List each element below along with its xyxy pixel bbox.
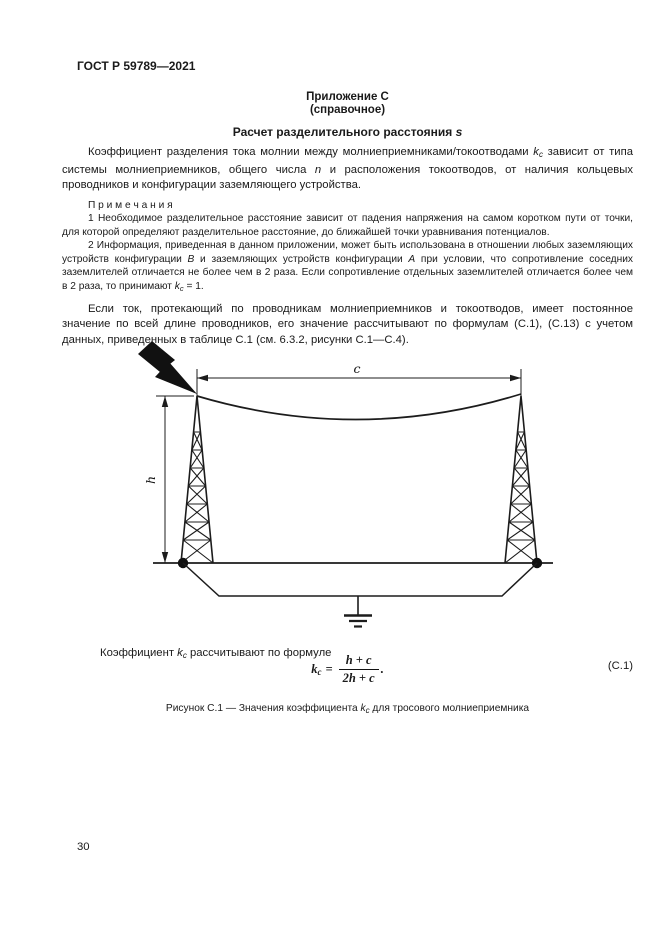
note-1: 1 Необходимое разделительное расстояние зависит от падения напряжения на самом коротком пути от точки, для которой определяют разделительное расстояние, до ближайшей точки уравнивания потенциалов. xyxy=(62,213,633,238)
dimension-h-label: h xyxy=(143,475,158,485)
right-tower xyxy=(505,396,537,563)
current-paragraph: Если ток, протекающий по проводникам молниеприемников и токоотводов, имеет постоянное значение по всей длине проводников, его значение рассчитывают по формулам (С.1), (С.13) с учетом данных, приведенных в таблице С.1 (см. 6.3.2, рисунки С.1—С.4). xyxy=(62,302,633,346)
document-page xyxy=(0,0,661,348)
intro-paragraph: Коэффициент разделения тока молнии между молниеприемниками/токоотводами $k_с$ зависит от типа системы молниеприемников, общего числа n и расположения токоотводов, от наличия кольцевых проводников и конфигурации заземляющего устройства. xyxy=(62,146,633,191)
notes-heading: П р и м е ч а н и я xyxy=(88,199,173,211)
ground-electrode xyxy=(183,563,537,596)
formula-expression: $k_с$ = $\frac{h + c}{2h + c}$ . xyxy=(311,652,384,685)
page-number: 30 xyxy=(77,841,90,853)
left-tower xyxy=(181,396,213,563)
note-2: 2 Информация, приведенная в данном приложении, может быть использована в отношении любых заземляющих устройств конфигурации В и заземляющих устройств конфигурации А при условии, что сопротивление соседних заземлителей отличается не более чем в 2 раза. Если сопротивление отдельных заземлителей отличается более чем в 2 раза, то принимают $k_с = 1$. xyxy=(62,240,633,294)
notes-block xyxy=(62,199,633,296)
figure-caption: Рисунок С.1 — Значения коэффициента $k_с$ для тросового молниеприемника xyxy=(165,703,530,716)
formula-number: (С.1) xyxy=(607,660,633,672)
earth-symbol xyxy=(344,596,372,627)
formula-intro: Коэффициент $k_с$ рассчитывают по формуле xyxy=(100,647,332,661)
figure-c1 xyxy=(0,338,661,636)
dimension-c-label: c xyxy=(353,361,361,376)
page-title: Расчет разделительного расстояния s xyxy=(232,125,463,139)
catenary-wire xyxy=(197,394,521,420)
appendix-label: Приложение С xyxy=(306,91,389,103)
page-header: ГОСТ Р 59789—2021 xyxy=(77,59,196,73)
appendix-kind: (справочное) xyxy=(309,104,386,116)
lightning-bolt-icon xyxy=(138,341,197,394)
formula-c1 xyxy=(62,652,633,686)
